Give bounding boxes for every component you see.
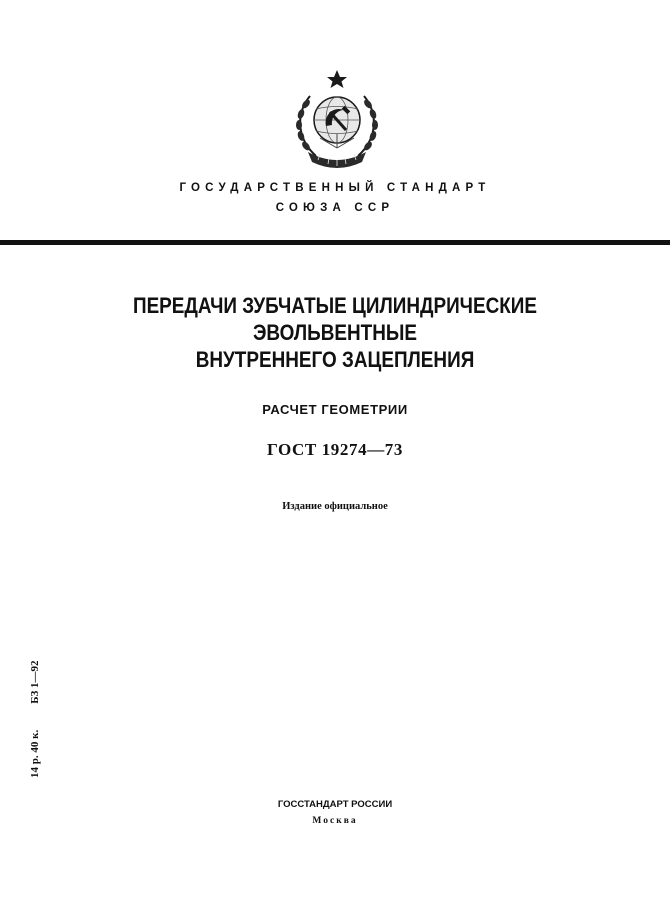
title-line-1: ПЕРЕДАЧИ ЗУБЧАТЫЕ ЦИЛИНДРИЧЕСКИЕ bbox=[132, 293, 538, 318]
document-subtitle: РАСЧЕТ ГЕОМЕТРИИ bbox=[262, 402, 408, 417]
publisher-city: Москва bbox=[312, 816, 358, 826]
publisher-name: ГОССТАНДАРТ РОССИИ bbox=[277, 799, 393, 810]
issuer-line-1: ГОСУДАРСТВЕННЫЙ СТАНДАРТ bbox=[179, 182, 491, 194]
catalog-code: БЗ 1—92 bbox=[29, 660, 41, 704]
standard-number: ГОСТ 19274—73 bbox=[267, 440, 403, 459]
header-divider bbox=[0, 240, 670, 245]
document-title bbox=[47, 292, 623, 373]
ussr-state-emblem-icon bbox=[290, 68, 384, 172]
issuer-line-2: СОЮЗА ССР bbox=[275, 202, 395, 214]
price-label: 14 р. 40 к. bbox=[29, 729, 41, 778]
edition-note: Издание официальное bbox=[282, 501, 388, 512]
title-line-2: ЭВОЛЬВЕНТНЫЕ bbox=[252, 320, 418, 345]
side-price-note bbox=[29, 660, 41, 778]
title-line-3: ВНУТРЕННЕГО ЗАЦЕПЛЕНИЯ bbox=[195, 347, 475, 372]
